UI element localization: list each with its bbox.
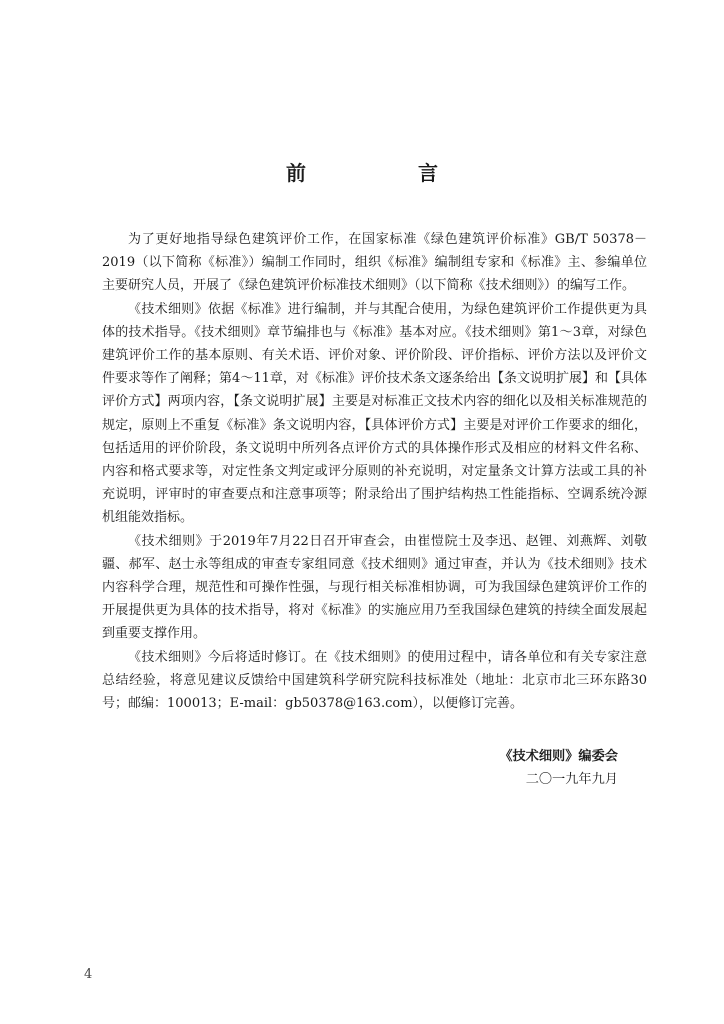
page-number: 4 <box>84 967 93 982</box>
signature-organization: 《技术细则》编委会 <box>499 749 618 764</box>
paragraph-purpose: 为了更好地指导绿色建筑评价工作，在国家标准《绿色建筑评价标准》GB/T 50378－2019（以下简称《标准》）编制工作同时，组织《标准》编制组专家和《标准》主、参编单位主要研究人员，开展了《绿色建筑评价标准技术细则》（以下简称《技术细则》）的编写工作。 <box>102 232 647 294</box>
page-title: 前 言 <box>286 161 484 185</box>
paragraph-review: 《技术细则》于2019年7月22日召开审查会，由崔愷院士及李迅、赵锂、刘燕辉、刘敬疆、郝军、赵士永等组成的审查专家组同意《技术细则》通过审查，并认为《技术细则》技术内容科学合理，规范性和可操作性强，与现行相关标准相协调，可为我国绿色建筑评价工作的开展提供更为具体的技术指导，将对《标准》的实施应用乃至我国绿色建筑的持续全面发展起到重要支撑作用。 <box>102 533 647 642</box>
paragraph-revision: 《技术细则》今后将适时修订。在《技术细则》的使用过程中，请各单位和有关专家注意总结经验，将意见建议反馈给中国建筑科学研究院科技标准处（地址：北京市北三环东路30号；邮编：100013；E-mail：gb50378@163.com），以便修订完善。 <box>102 649 647 712</box>
paragraph-structure: 《技术细则》依据《标准》进行编制，并与其配合使用，为绿色建筑评价工作提供更为具体的技术指导。《技术细则》章节编排也与《标准》基本对应。《技术细则》第1～3章，对绿色建筑评价工作的基本原则、有关术语、评价对象、评价阶段、评价指标、评价方法以及评价文件要求等作了阐释；第4～11章，对《标准》评价技术条文逐条给出【条文说明扩展】和【具体评价方式】两项内容，【条文说明扩展】主要是对标准正文技术内容的细化以及相关标准规范的规定，原则上不重复《标准》条文说明内容，【具体评价方式】主要是对评价工作要求的细化，包括适用的评价阶段，条文说明中所列各点评价方式的具体操作形式及相应的材料文件名称、内容和格式要求等，对定性条文判定或评分原则的补充说明，对定量条文计算方法或工具的补充说明，评审时的审查要点和注意事项等；附录给出了围护结构热工性能指标、空调系统冷源机组能效指标。 <box>102 301 647 526</box>
body-text <box>102 228 647 715</box>
signature-date: 二〇一九年九月 <box>525 772 618 787</box>
